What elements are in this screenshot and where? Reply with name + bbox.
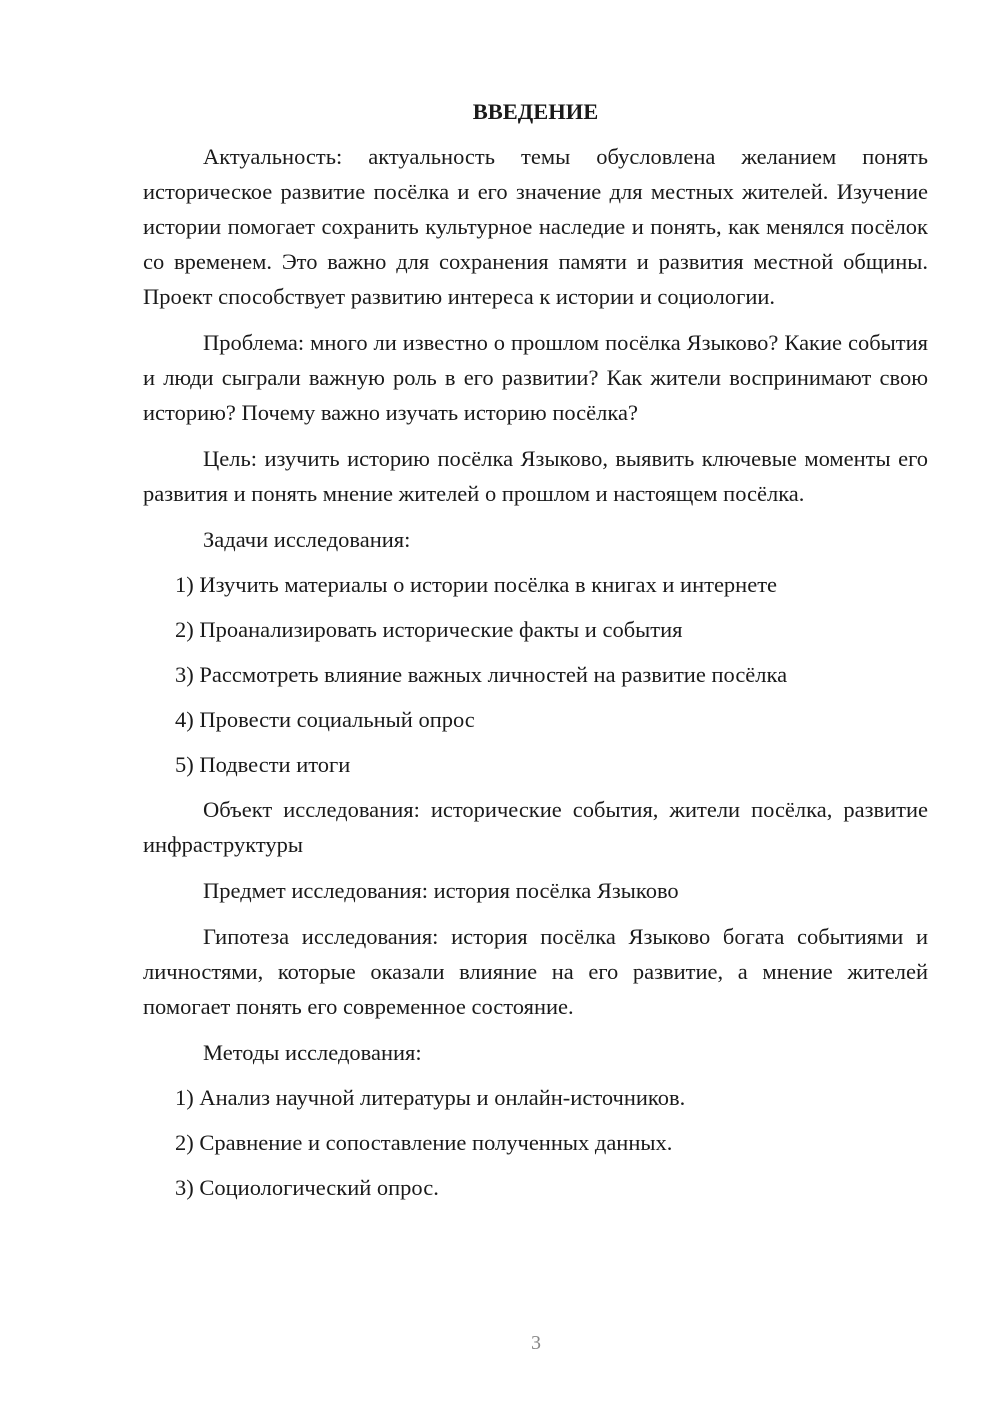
object-paragraph: Объект исследования: исторические события, жители посёлка, развитие инфраструктуры: [143, 797, 928, 857]
tasks-heading: Задачи исследования:: [203, 527, 411, 552]
subject-paragraph: Предмет исследования: история посёлка Языково: [203, 878, 679, 903]
methods-heading: Методы исследования:: [203, 1040, 422, 1065]
list-item: 3) Рассмотреть влияние важных личностей на развитие посёлка: [175, 662, 788, 687]
list-item: 2) Проанализировать исторические факты и события: [175, 617, 683, 642]
list-item: 1) Анализ научной литературы и онлайн-источников.: [175, 1085, 686, 1110]
list-item: 4) Провести социальный опрос: [175, 707, 475, 732]
section-title: ВВЕДЕНИЕ: [472, 99, 599, 124]
hypothesis-paragraph: Гипотеза исследования: история посёлка Языково богата событиями и личностями, которые оказали влияние на его развитие, а мнение жителей помогает понять его современное состояние.: [143, 924, 928, 1019]
list-item: 3) Социологический опрос.: [175, 1175, 439, 1200]
relevance-paragraph: Актуальность: актуальность темы обусловлена желанием понять историческое развитие посёлка и его значение для местных жителей. Изучение истории помогает сохранить культурное наследие и понять, как менялся посёлок со временем. Это важно для сохранения памяти и развития местной общины. Проект способствует развитию интереса к истории и социологии.: [143, 144, 928, 309]
problem-paragraph: Проблема: много ли известно о прошлом посёлка Языково? Какие события и люди сыграли важную роль в его развитии? Как жители воспринимают свою историю? Почему важно изучать историю посёлка?: [143, 330, 928, 425]
page-content: [143, 94, 928, 1215]
methods-list: [143, 1080, 928, 1205]
page-number: 3: [531, 1332, 541, 1354]
list-item: 1) Изучить материалы о истории посёлка в книгах и интернете: [175, 572, 778, 597]
list-item: 2) Сравнение и сопоставление полученных данных.: [175, 1130, 673, 1155]
list-item: 5) Подвести итоги: [175, 752, 351, 777]
tasks-list: [143, 567, 928, 782]
goal-paragraph: Цель: изучить историю посёлка Языково, выявить ключевые моменты его развития и понять мнение жителей о прошлом и настоящем посёлка.: [143, 446, 928, 506]
